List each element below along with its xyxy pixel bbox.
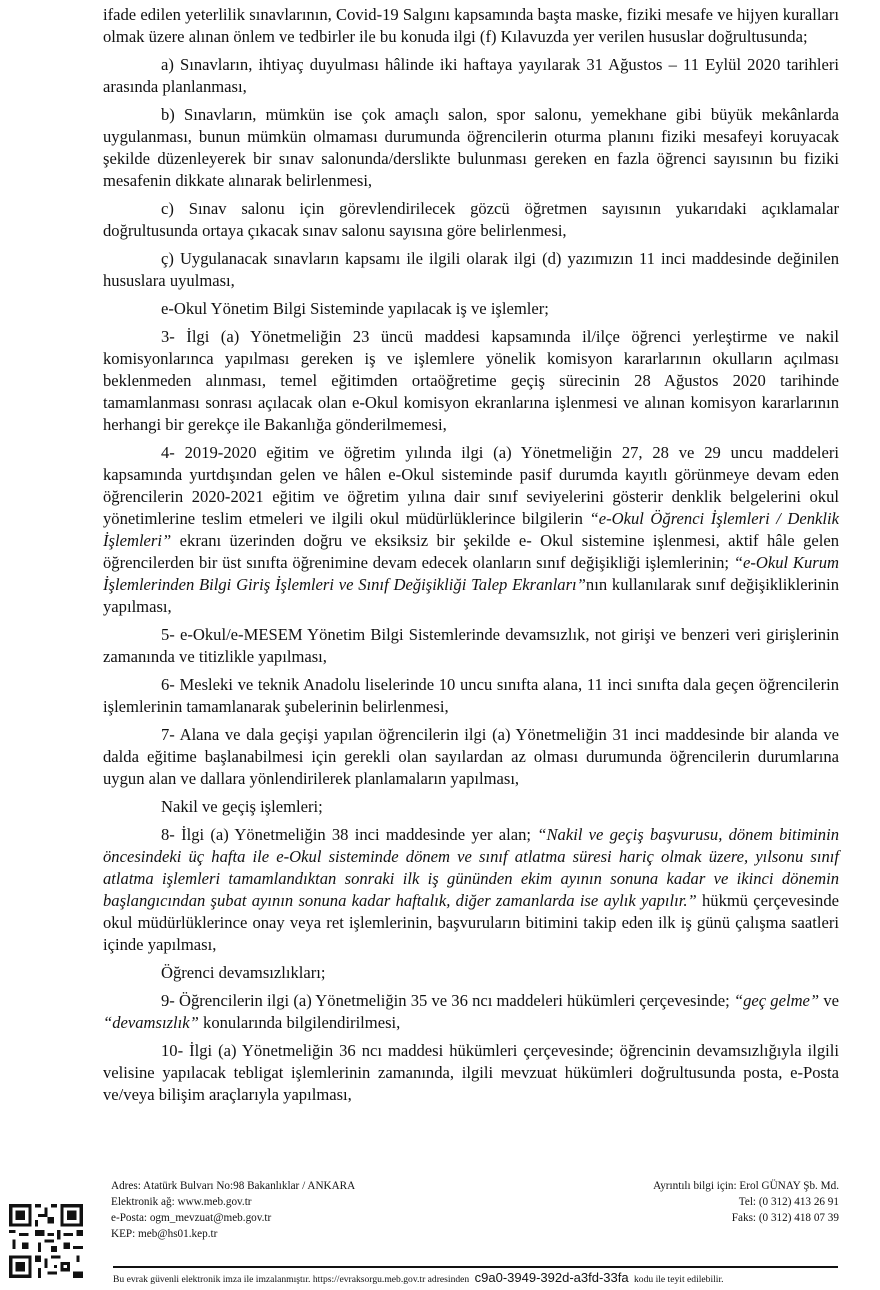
item-9-text-1: 9- Öğrencilerin ilgi (a) Yönetmeliğin 35 ve 36 ncı maddeleri hükümleri çerçevesinde;	[161, 991, 734, 1010]
footer-address: Adres: Atatürk Bulvarı No:98 Bakanlıklar / ANKARA	[111, 1180, 356, 1192]
verification-line	[113, 1270, 839, 1288]
intro-paragraph: ifade edilen yeterlilik sınavlarının, Covid-19 Salgını kapsamında başta maske, fiziki mesafe ve hijyen kuralları olmak üzere alınan önlem ve tedbirler ile bu konuda ilgi (f) Kılavuzda yer verilen hususlar doğrultusunda;	[103, 5, 839, 46]
item-4	[103, 442, 839, 618]
item-b: b) Sınavların, mümkün ise çok amaçlı salon, spor salonu, yemekhane gibi büyük mekânlarda uygulanması, bunun mümkün olmaması durumunda öğrencilerin oturma planını fiziki mesafeyi koruyacak şekilde düzenleyerek bir sınav salonunda/derslikte bulunması gereken en fazla öğrenci sayısının bu fiziki mesafenin dikkate alınarak belirlenmesi,	[103, 105, 839, 190]
footer-contact-right	[653, 1178, 839, 1226]
item-8-quote: “Nakil ve geçiş başvurusu, dönem bitiminin öncesindeki üç hafta ile e-Okul sisteminde dönem ve sınıf atlatma süresi hariç olmak üzere, yılsonu sınıf atlatma işlemleri tamamlandıktan sonraki ilk iş gününden ekim ayının sonuna kadar ve ikinci dönemin başlangıcından şubat ayının sonuna kadar haftalık, diğer zamanlarda ise aylık yapılır.”	[103, 825, 839, 910]
item-9-text-3: konularında bilgilendirilmesi,	[198, 1013, 401, 1032]
item-8-text-2: hükmü çerçevesinde okul müdürlüklerince onay veya ret işlemlerinin, başvuruların bitimini takip eden ilk iş günü çalışma saatleri içinde yapılması,	[103, 891, 839, 954]
footer-fax: Faks: (0 312) 418 07 39	[731, 1212, 839, 1224]
qr-code-icon	[6, 1200, 86, 1282]
footer-web: Elektronik ağ: www.meb.gov.tr	[111, 1196, 252, 1208]
verification-text-before: Bu evrak güvenli elektronik imza ile imzalanmıştır. https://evraksorgu.meb.gov.tr adresinden	[113, 1274, 470, 1285]
item-cc: ç) Uygulanacak sınavların kapsamı ile ilgili olarak ilgi (d) yazımızın 11 inci maddesinde değinilen hususlara uyulması,	[103, 249, 839, 290]
item-4-quote-1: “e-Okul Öğrenci İşlemleri / Denklik İşlemleri”	[103, 509, 840, 550]
item-8	[103, 824, 839, 956]
item-9-quote-1: “geç gelme”	[733, 991, 820, 1010]
item-6: 6- Mesleki ve teknik Anadolu liselerinde 10 uncu sınıfta alana, 11 inci sınıfta dala geçen öğrencilerin işlemlerinin tamamlanarak şubelerinin belirlenmesi,	[103, 675, 839, 716]
item-c: c) Sınav salonu için görevlendirilecek gözcü öğretmen sayısının yukarıdaki açıklamalar doğrultusunda ortaya çıkacak sınav salonu sayısına göre belirlenmesi,	[103, 199, 839, 240]
item-4-text-1: 4- 2019-2020 eğitim ve öğretim yılında ilgi (a) Yönetmeliğin 27, 28 ve 29 uncu maddeleri kapsamında yurtdışından gelen ve hâlen e-Okul sisteminde pasif durumda kayıtlı görünmeye devam eden öğrencilerin 2020-2021 eğitim ve öğretim yılına dair sınıf seviyelerini gösterir denklik belgelerini okul yönetimlerine teslim etmeleri ve ilgili okul müdürlüklerince bilgilerin	[103, 443, 839, 528]
item-a: a) Sınavların, ihtiyaç duyulması hâlinde iki haftaya yayılarak 31 Ağustos – 11 Eylül 2020 tarihleri arasında planlanması,	[103, 55, 839, 96]
footer-tel: Tel: (0 312) 413 26 91	[738, 1196, 839, 1208]
item-4-quote-2: “e-Okul Kurum İşlemlerinden Bilgi Giriş İşlemleri ve Sınıf Değişikliği Talep Ekranları”	[103, 553, 839, 594]
verification-text-after: kodu ile teyit edilebilir.	[633, 1274, 724, 1285]
item-4-text-2: ekranı üzerinden doğru ve eksiksiz bir şekilde e- Okul sistemine işlenmesi, aktif hâle gelen öğrencilerden bir üst sınıfta öğrenimine devam edecek olanların sınıf değişikliği işlemlerinin;	[103, 531, 839, 572]
item-9-text-2: ve	[819, 991, 839, 1010]
section-heading-devamsizlik: Öğrenci devamsızlıkları;	[161, 963, 326, 982]
item-8-text-1: 8- İlgi (a) Yönetmeliğin 38 inci maddesinde yer alan;	[161, 825, 538, 844]
footer-email: e-Posta: ogm_mevzuat@meb.gov.tr	[111, 1212, 272, 1224]
footer-kep: KEP: meb@hs01.kep.tr	[111, 1228, 218, 1240]
document-body	[103, 4, 839, 1112]
item-3: 3- İlgi (a) Yönetmeliğin 23 üncü maddesi kapsamında il/ilçe öğrenci yerleştirme ve nakil komisyonlarınca yapılması gereken iş ve işlemlere yönelik komisyon kararlarının okulların açılması beklenmeden alınması, temel eğitimden ortaöğretime geçiş sürecinin 28 Ağustos 2020 tarihinde tamamlanması sonrası açılacak olan e-Okul komisyon ekranlarına işlenmesi ve alınan komisyon kararlarının herhangi bir gerekçe ile Bakanlığa gönderilmemesi,	[103, 327, 839, 434]
footer-contact-person: Ayrıntılı bilgi için: Erol GÜNAY Şb. Md.	[653, 1180, 839, 1192]
footer-contact-left	[111, 1178, 355, 1242]
verification-code: c9a0-3949-392d-a3fd-33fa	[474, 1270, 629, 1285]
footer-divider	[113, 1266, 838, 1268]
item-5: 5- e-Okul/e-MESEM Yönetim Bilgi Sistemlerinde devamsızlık, not girişi ve benzeri veri girişlerinin zamanında ve titizlikle yapılması,	[103, 625, 839, 666]
section-heading-nakil: Nakil ve geçiş işlemleri;	[161, 797, 323, 816]
item-4-text-3: nın kullanılarak sınıf değişikliklerinin yapılması,	[103, 575, 839, 616]
item-9	[103, 990, 839, 1034]
item-10: 10- İlgi (a) Yönetmeliğin 36 ncı maddesi hükümleri çerçevesinde; öğrencinin devamsızlığıyla ilgili velisine yapılacak tebligat işlemlerinin zamanında, ilgili mevzuat hükümleri doğrultusunda posta, e-Posta ve/veya bilişim araçlarıyla yapılması,	[103, 1041, 839, 1104]
section-heading-eokul: e-Okul Yönetim Bilgi Sisteminde yapılacak iş ve işlemler;	[161, 299, 549, 318]
item-7: 7- Alana ve dala geçişi yapılan öğrencilerin ilgi (a) Yönetmeliğin 31 inci maddesinde bir alanda ve dalda eğitime başlanabilmesi için gerekli olan sayılardan az olması durumunda öğrencilerin durumlarına uygun alan ve dallara yönlendirilerek planlamaların yapılması,	[103, 725, 839, 788]
item-9-quote-2: “devamsızlık”	[103, 1013, 199, 1032]
